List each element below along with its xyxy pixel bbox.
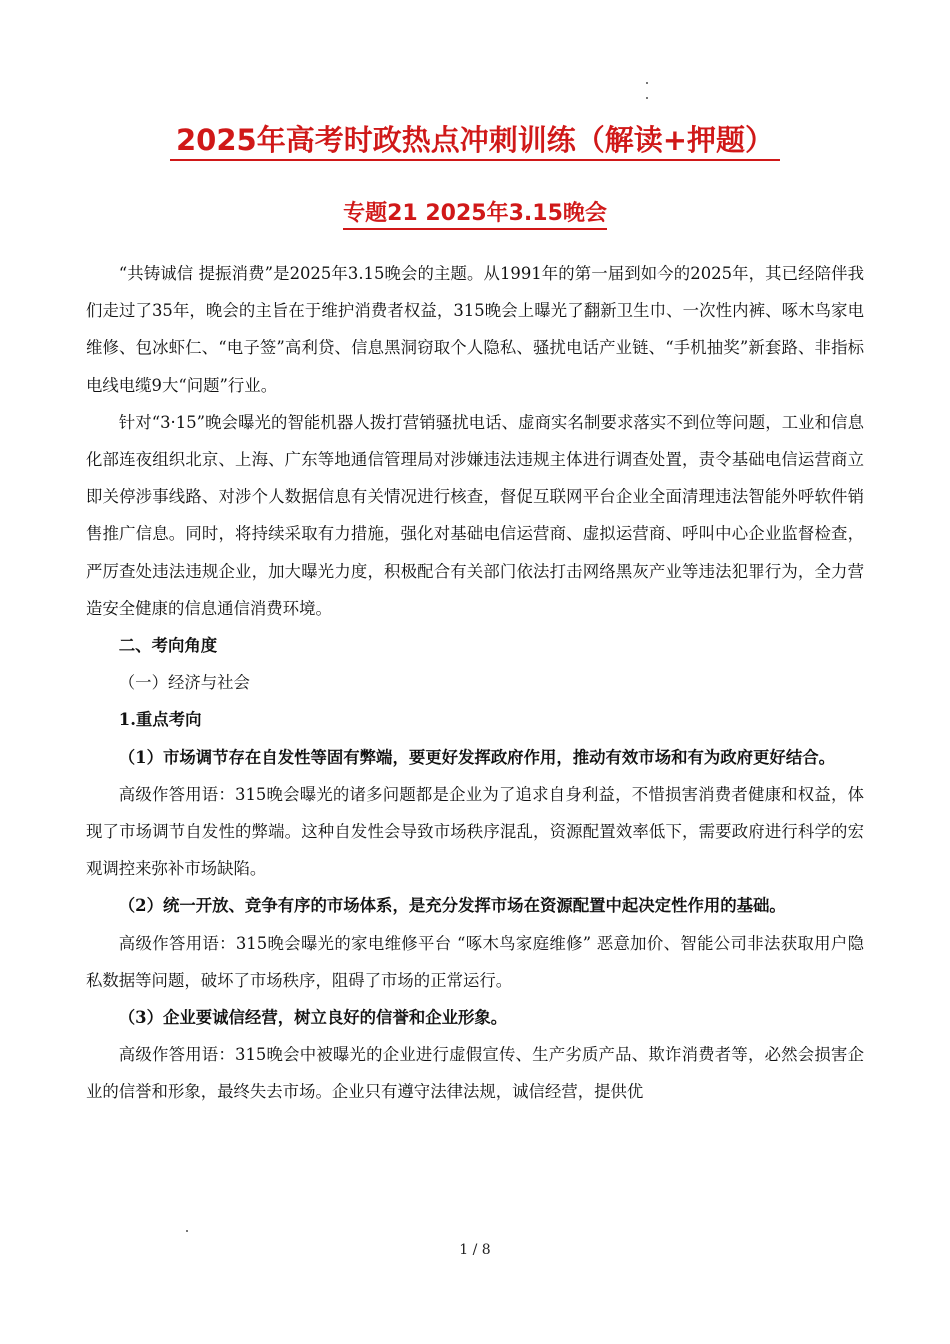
document-body (86, 255, 864, 1111)
scan-mark (646, 97, 648, 99)
key-point-3: （3）企业要诚信经营，树立良好的信誉和企业形象。 (118, 1008, 508, 1028)
subsection-heading: （一）经济与社会 (118, 673, 250, 693)
scan-mark (186, 1230, 188, 1232)
section-heading: 二、考向角度 (118, 636, 218, 656)
document-subtitle: 专题21 2025年3.15晚会 (0, 196, 950, 227)
answer-1: 高级作答用语：315晚会曝光的诸多问题都是企业为了追求自身利益，不惜损害消费者健康和权益，体现了市场调节自发性的弊端。这种自发性会导致市场秩序混乱，资源配置效率低下，需要政府进行科学的宏观调控来弥补市场缺陷。 (86, 784, 864, 879)
document-title: 2025年高考时政热点冲刺训练（解读+押题） (0, 118, 950, 159)
scan-mark (646, 82, 648, 84)
key-point-2: （2）统一开放、竞争有序的市场体系，是充分发挥市场在资源配置中起决定性作用的基础。 (118, 896, 786, 916)
intro-paragraph: “共铸诚信 提振消费”是2025年3.15晚会的主题。从1991年的第一届到如今的2025年，其已经陪伴我们走过了35年，晚会的主旨在于维护消费者权益，315晚会上曝光了翻新卫生巾、一次性内裤、啄木鸟家电维修、包冰虾仁、“电子签”高利贷、信息黑洞窃取个人隐私、骚扰电话产业链、“手机抽奖”新套路、非指标电线电缆9大“问题”行业。 (86, 264, 864, 395)
key-point-1: （1）市场调节存在自发性等固有弊端，要更好发挥政府作用，推动有效市场和有为政府更好结合。 (118, 747, 835, 767)
answer-3: 高级作答用语：315晚会中被曝光的企业进行虚假宣传、生产劣质产品、欺诈消费者等，必然会损害企业的信誉和形象，最终失去市场。企业只有遵守法律法规，诚信经营，提供优 (86, 1045, 864, 1102)
background-paragraph: 针对“3·15”晚会曝光的智能机器人拨打营销骚扰电话、虚商实名制要求落实不到位等问题，工业和信息化部连夜组织北京、上海、广东等地通信管理局对涉嫌违法违规主体进行调查处置，责令基础电信运营商立即关停涉事线路、对涉个人数据信息有关情况进行核查，督促互联网平台企业全面清理违法智能外呼软件销售推广信息。同时，将持续采取有力措施，强化对基础电信运营商、虚拟运营商、呼叫中心企业监督检查，严厉查处违法违规企业，加大曝光力度，积极配合有关部门依法打击网络黑灰产业等违法犯罪行为，全力营造安全健康的信息通信消费环境。 (86, 412, 864, 618)
answer-2: 高级作答用语：315晚会曝光的家电维修平台 “啄木鸟家庭维修” 恶意加价、智能公司非法获取用户隐私数据等问题，破坏了市场秩序，阻碍了市场的正常运行。 (86, 933, 864, 990)
topic-heading: 1.重点考向 (118, 710, 202, 730)
page-number: 1 / 8 (459, 1242, 491, 1258)
